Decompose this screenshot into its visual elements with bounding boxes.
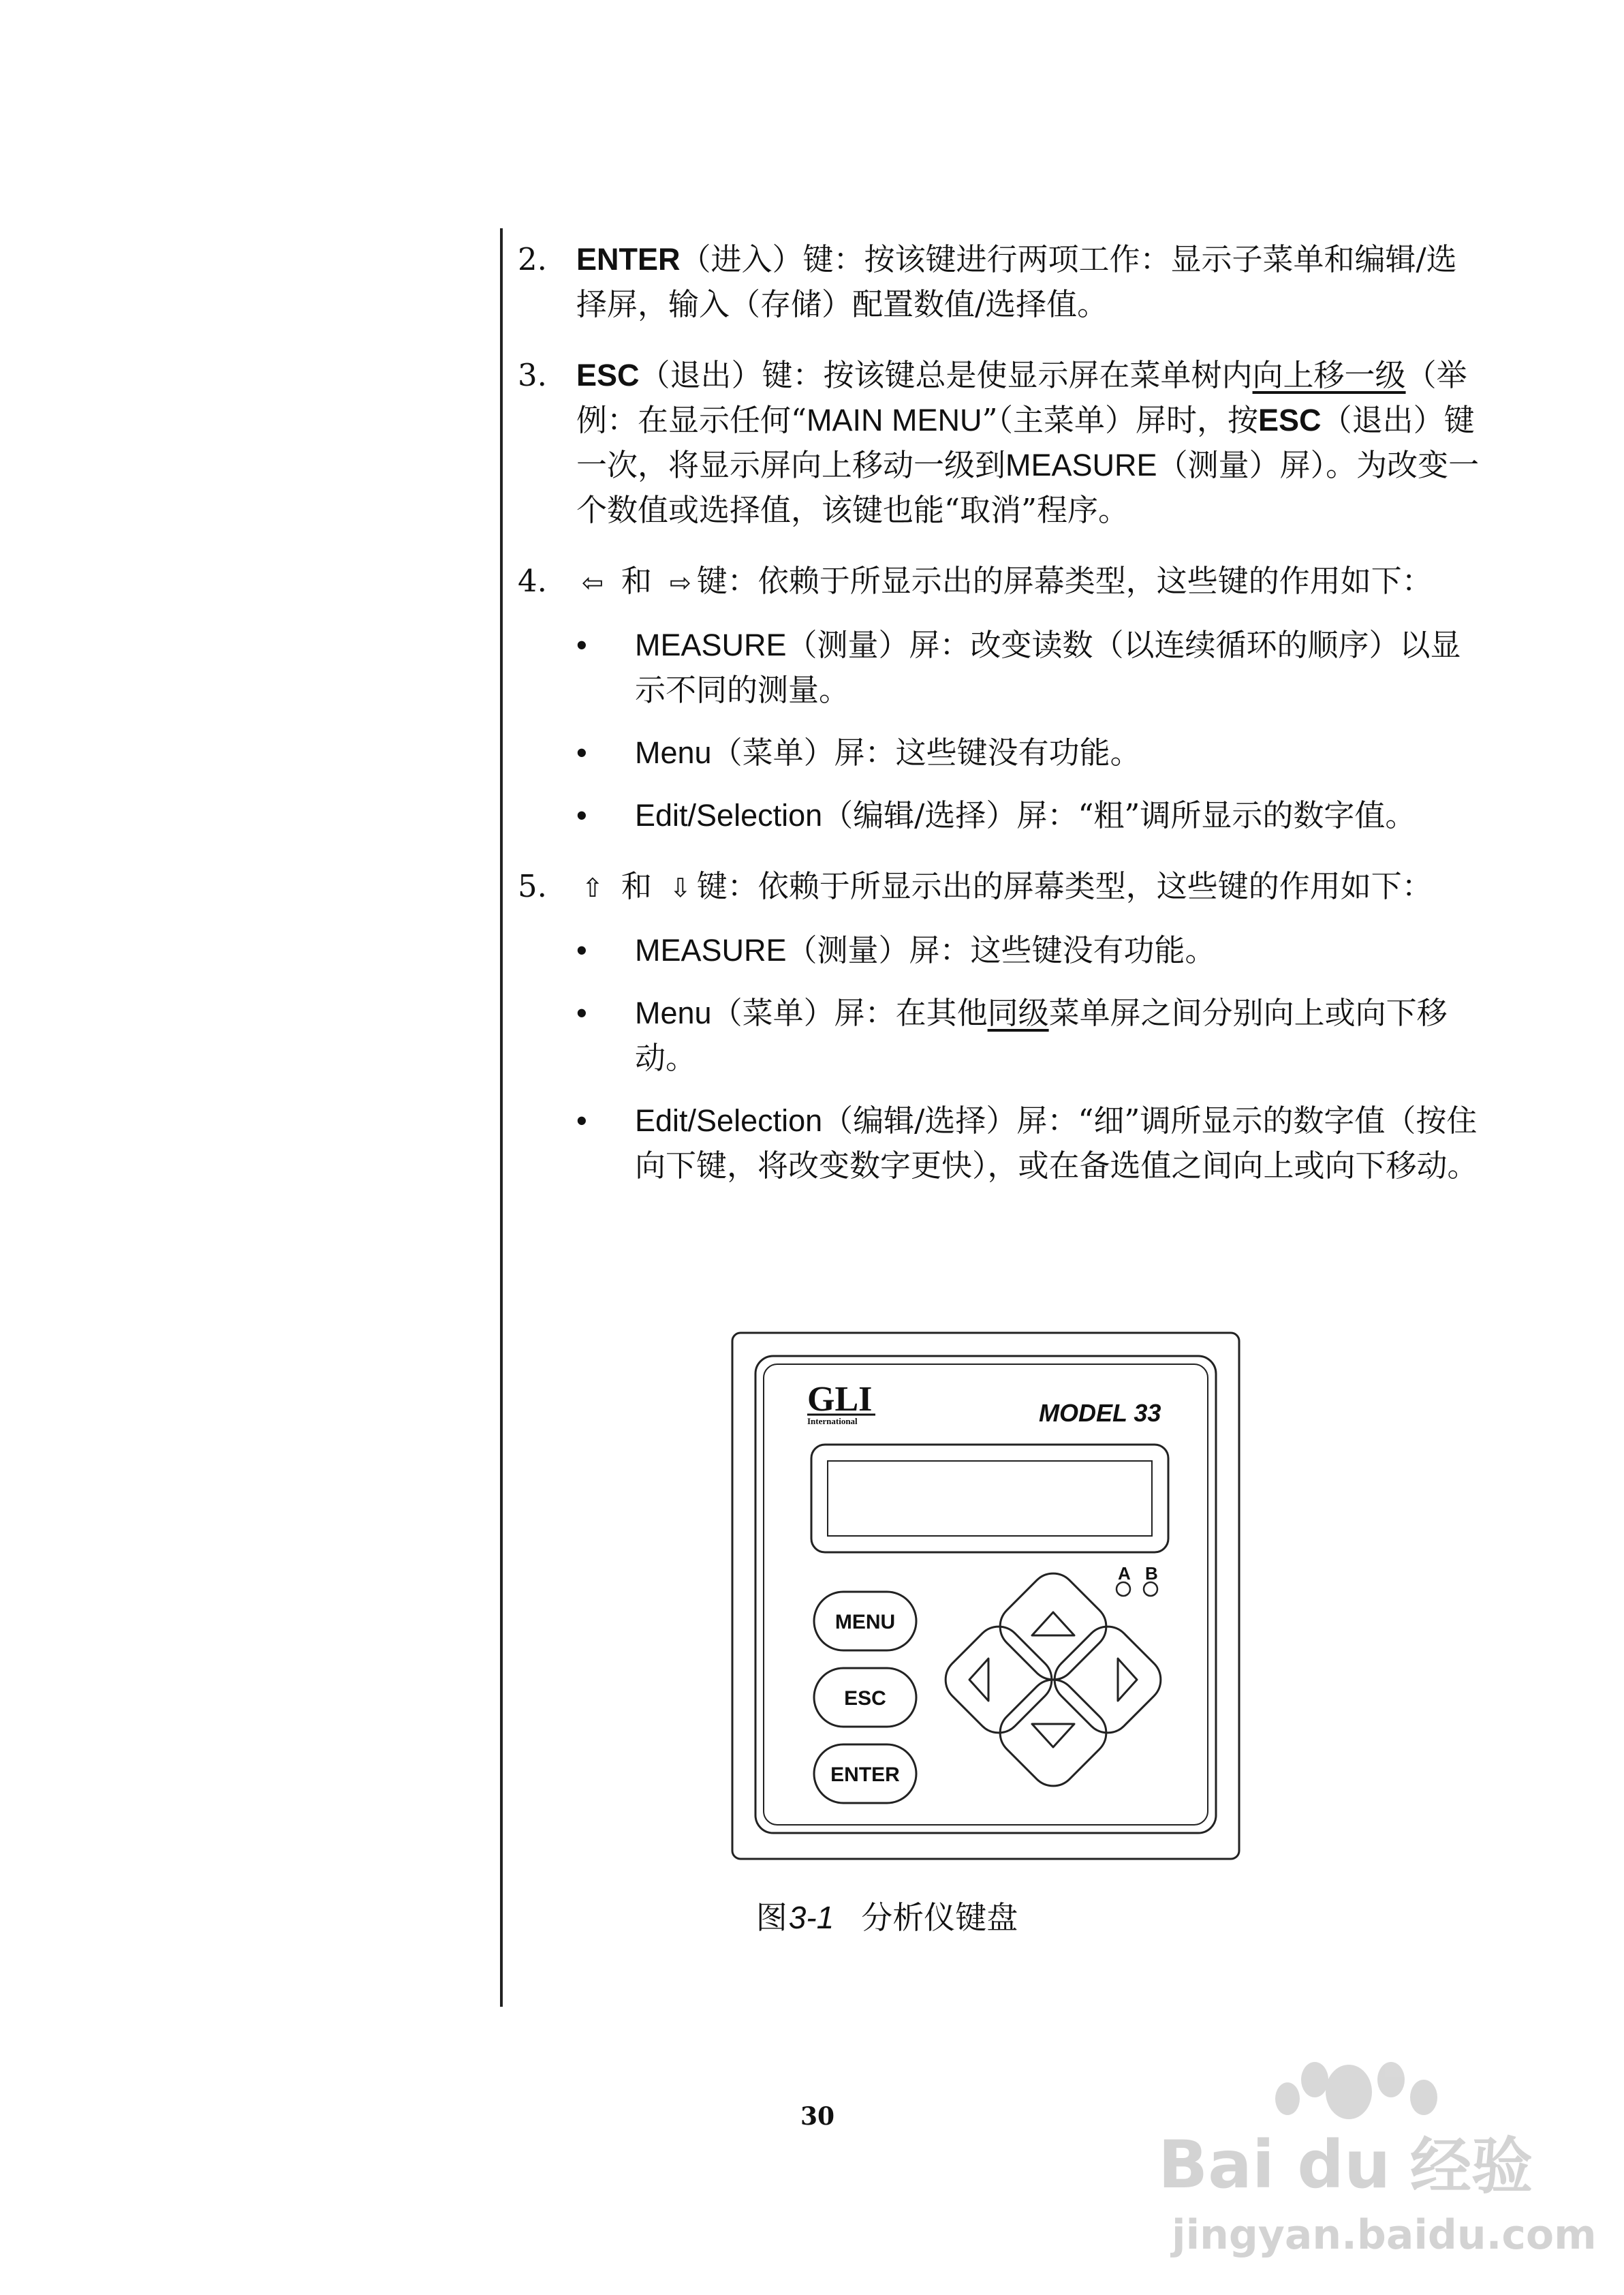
measure-term: MEASURE — [1005, 448, 1157, 482]
item-number: 4. — [518, 563, 547, 599]
caption-prefix: 图 — [755, 1899, 787, 1936]
item-text: （举例：在显示任何“ — [576, 357, 1467, 438]
item-text: ”（主菜单）屏时，按 — [982, 402, 1259, 438]
item-text: （测量）屏）。为改变一个数值或选择值，该键也能“取消”程序。 — [576, 447, 1480, 528]
model-label: MODEL 33 — [1039, 1399, 1161, 1427]
list-item-enter — [518, 237, 1485, 327]
esc-button-label: ESC — [844, 1687, 886, 1710]
bullet-text: （编辑/选择）屏：“粗”调所显示的数字值。 — [822, 797, 1416, 833]
bullet-item — [576, 1098, 1485, 1188]
bullet-item — [576, 623, 1485, 713]
led-a-label: A — [1118, 1563, 1131, 1584]
bullet-dot: • — [576, 628, 587, 662]
bullet-term: Menu — [635, 735, 712, 770]
and-word: 和 — [621, 563, 652, 599]
bullet-item — [576, 730, 1485, 775]
bullet-term: MEASURE — [635, 628, 787, 662]
up-arrow-icon: ⇧ — [582, 873, 604, 903]
list-item-esc — [518, 353, 1485, 533]
and-word: 和 — [621, 868, 652, 904]
up-triangle-icon — [1032, 1612, 1074, 1635]
analyzer-keypad-figure — [730, 1330, 1242, 1862]
bullet-text: （编辑/选择）屏：“细”调所显示的数字值（按住向下键，将改变数字更快），或在备选值之间向上或向下移动。 — [635, 1103, 1478, 1184]
led-a-indicator — [1116, 1582, 1130, 1596]
page-content — [518, 237, 1485, 1214]
up-arrow-button — [990, 1564, 1116, 1689]
bullet-list — [576, 928, 1485, 1188]
led-b-label: B — [1145, 1563, 1158, 1584]
watermark-brand-cn: 经验 — [1410, 2131, 1533, 2202]
page-number: 30 — [800, 2102, 835, 2131]
caption-text: 分析仪键盘 — [861, 1899, 1018, 1936]
gli-logo: GLI — [807, 1380, 873, 1419]
bullet-term: Edit/Selection — [635, 1103, 823, 1138]
item-text: （退出）键一次，将显示屏向上移动一级到 — [576, 402, 1475, 483]
caption-number: 3-1 — [788, 1900, 834, 1935]
bullet-list — [576, 623, 1485, 838]
bullet-dot: • — [576, 1103, 587, 1138]
bullet-text: （测量）屏：这些键没有功能。 — [786, 932, 1216, 968]
bullet-item — [576, 793, 1485, 838]
item-text: 键：依赖于所显示出的屏幕类型，这些键的作用如下： — [696, 563, 1433, 599]
bullet-dot: • — [576, 798, 587, 833]
left-arrow-icon: ⇦ — [582, 568, 604, 598]
item-text: （退出）键：按该键总是使显示屏在菜单树内 — [639, 357, 1253, 393]
bullet-text: 菜单屏之间分别向上或向下移动。 — [635, 995, 1448, 1076]
margin-rule — [500, 228, 503, 2007]
watermark-url: jingyan.baidu.com — [1172, 2211, 1597, 2259]
underlined-text: 同级 — [987, 995, 1049, 1031]
bullet-dot: • — [576, 996, 587, 1030]
figure-caption — [0, 1893, 1624, 1938]
bullet-text: （菜单）屏：在其他 — [711, 995, 988, 1031]
watermark-brand: Bai du — [1158, 2127, 1391, 2203]
esc-key-term: ESC — [576, 358, 640, 392]
left-triangle-icon — [969, 1659, 988, 1701]
gli-logo-subtitle: International — [807, 1416, 858, 1426]
led-b-indicator — [1144, 1582, 1157, 1596]
enter-button-label: ENTER — [830, 1763, 900, 1786]
down-triangle-icon — [1032, 1724, 1074, 1747]
bullet-dot: • — [576, 933, 587, 968]
bullet-term: Edit/Selection — [635, 798, 823, 833]
esc-key-term: ESC — [1258, 403, 1322, 437]
bullet-dot: • — [576, 735, 587, 770]
item-number: 3. — [518, 357, 547, 393]
underlined-text: 向上移一级 — [1252, 357, 1406, 393]
item-number: 2. — [518, 241, 547, 277]
bullet-text: （菜单）屏：这些键没有功能。 — [711, 735, 1141, 771]
bullet-term: Menu — [635, 996, 712, 1030]
right-arrow-icon: ⇨ — [669, 568, 691, 598]
bullet-item — [576, 991, 1485, 1081]
right-triangle-icon — [1118, 1659, 1137, 1701]
baidu-watermark — [1144, 2044, 1597, 2269]
down-arrow-button — [990, 1670, 1116, 1796]
bullet-item — [576, 928, 1485, 973]
down-arrow-icon: ⇩ — [669, 873, 691, 903]
item-text: （进入）键：按该键进行两项工作：显示子菜单和编辑/选择屏，输入（存储）配置数值/选择值。 — [576, 241, 1457, 322]
bullet-term: MEASURE — [635, 933, 787, 968]
item-number: 5. — [518, 868, 547, 904]
menu-button-label: MENU — [834, 1611, 896, 1633]
main-menu-term: MAIN MENU — [807, 403, 982, 437]
enter-key-term: ENTER — [576, 242, 681, 277]
list-item-up-down — [518, 864, 1485, 1188]
bullet-text: （测量）屏：改变读数（以连续循环的顺序）以显示不同的测量。 — [635, 627, 1461, 708]
list-item-left-right — [518, 559, 1485, 838]
item-text: 键：依赖于所显示出的屏幕类型，这些键的作用如下： — [696, 868, 1433, 904]
